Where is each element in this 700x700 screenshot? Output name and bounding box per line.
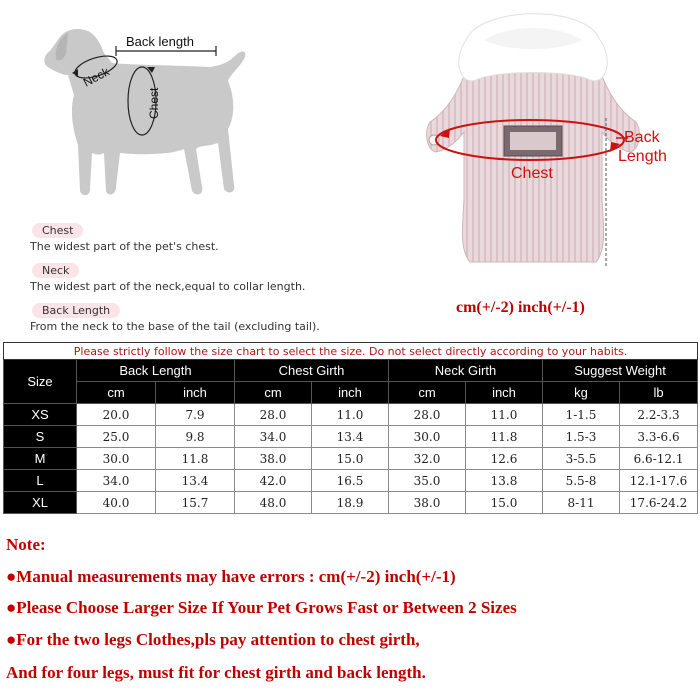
note-item: ●For the two legs Clothes,pls pay attention to chest girth, xyxy=(6,630,420,649)
value-cell: 15.0 xyxy=(312,448,389,470)
value-cell: 16.5 xyxy=(312,470,389,492)
size-chart-table xyxy=(3,342,698,514)
value-cell: 30.0 xyxy=(77,448,156,470)
value-cell: 35.0 xyxy=(389,470,466,492)
value-cell: 1-1.5 xyxy=(543,404,620,426)
note-item: And for four legs, must fit for chest girth and back length. xyxy=(6,663,426,682)
legend-chest-title: Chest xyxy=(32,223,83,238)
size-cell: L xyxy=(4,470,77,492)
chest-label: Chest xyxy=(147,87,161,119)
legend-neck-title: Neck xyxy=(32,263,79,278)
value-cell: 25.0 xyxy=(77,426,156,448)
value-cell: 5.5-8 xyxy=(543,470,620,492)
table-caption: Please strictly follow the size chart to select the size. Do not select directly according to your habits. xyxy=(4,343,698,360)
value-cell: 18.9 xyxy=(312,492,389,514)
value-cell: 9.8 xyxy=(156,426,235,448)
dog-silhouette xyxy=(44,29,245,195)
size-header: Size xyxy=(4,360,77,404)
unit-header: inch xyxy=(466,382,543,404)
fur-collar xyxy=(459,14,607,81)
neck-label: Neck xyxy=(80,64,112,90)
value-cell: 3-5.5 xyxy=(543,448,620,470)
coat-chest-label: Chest xyxy=(511,165,553,182)
value-cell: 12.1-17.6 xyxy=(620,470,698,492)
coat-length-label: Length xyxy=(618,148,667,165)
unit-header: inch xyxy=(312,382,389,404)
value-cell: 3.3-6.6 xyxy=(620,426,698,448)
value-cell: 48.0 xyxy=(235,492,312,514)
coat-body xyxy=(427,60,640,262)
table-row xyxy=(4,426,698,448)
table-row xyxy=(4,404,698,426)
value-cell: 28.0 xyxy=(235,404,312,426)
size-cell: M xyxy=(4,448,77,470)
value-cell: 38.0 xyxy=(389,492,466,514)
value-cell: 11.8 xyxy=(466,426,543,448)
value-cell: 34.0 xyxy=(235,426,312,448)
value-cell: 28.0 xyxy=(389,404,466,426)
group-header: Chest Girth xyxy=(235,360,389,382)
unit-header: kg xyxy=(543,382,620,404)
value-cell: 40.0 xyxy=(77,492,156,514)
value-cell: 11.0 xyxy=(312,404,389,426)
value-cell: 15.0 xyxy=(466,492,543,514)
value-cell: 17.6-24.2 xyxy=(620,492,698,514)
tolerance-text: cm(+/-2) inch(+/-1) xyxy=(456,299,585,316)
value-cell: 7.9 xyxy=(156,404,235,426)
value-cell: 1.5-3 xyxy=(543,426,620,448)
legend-back-length-title: Back Length xyxy=(32,303,120,318)
value-cell: 11.8 xyxy=(156,448,235,470)
value-cell: 8-11 xyxy=(543,492,620,514)
unit-header: lb xyxy=(620,382,698,404)
table-row xyxy=(4,492,698,514)
value-cell: 34.0 xyxy=(77,470,156,492)
group-header: Back Length xyxy=(77,360,235,382)
group-header: Suggest Weight xyxy=(543,360,698,382)
value-cell: 30.0 xyxy=(389,426,466,448)
table-row xyxy=(4,448,698,470)
table-row xyxy=(4,470,698,492)
legend-chest-desc: The widest part of the pet's chest. xyxy=(30,240,219,253)
note-title: Note: xyxy=(6,535,46,554)
unit-header: cm xyxy=(235,382,312,404)
group-header: Neck Girth xyxy=(389,360,543,382)
value-cell: 12.6 xyxy=(466,448,543,470)
value-cell: 15.7 xyxy=(156,492,235,514)
legend-neck-desc: The widest part of the neck,equal to collar length. xyxy=(30,280,306,293)
dog-measurement-diagram xyxy=(20,15,270,215)
coat-back-label: Back xyxy=(624,129,660,146)
value-cell: 13.4 xyxy=(156,470,235,492)
note-item: ●Please Choose Larger Size If Your Pet Grows Fast or Between 2 Sizes xyxy=(6,598,517,617)
back-length-label: Back length xyxy=(126,34,194,49)
value-cell: 13.8 xyxy=(466,470,543,492)
size-cell: XS xyxy=(4,404,77,426)
unit-header: inch xyxy=(156,382,235,404)
note-item: ●Manual measurements may have errors : cm(+/-2) inch(+/-1) xyxy=(6,567,456,586)
value-cell: 32.0 xyxy=(389,448,466,470)
size-cell: XL xyxy=(4,492,77,514)
value-cell: 42.0 xyxy=(235,470,312,492)
value-cell: 20.0 xyxy=(77,404,156,426)
value-cell: 6.6-12.1 xyxy=(620,448,698,470)
legend-back-length-desc: From the neck to the base of the tail (excluding tail). xyxy=(30,320,320,333)
value-cell: 38.0 xyxy=(235,448,312,470)
value-cell: 11.0 xyxy=(466,404,543,426)
size-cell: S xyxy=(4,426,77,448)
value-cell: 13.4 xyxy=(312,426,389,448)
value-cell: 2.2-3.3 xyxy=(620,404,698,426)
unit-header: cm xyxy=(389,382,466,404)
unit-header: cm xyxy=(77,382,156,404)
